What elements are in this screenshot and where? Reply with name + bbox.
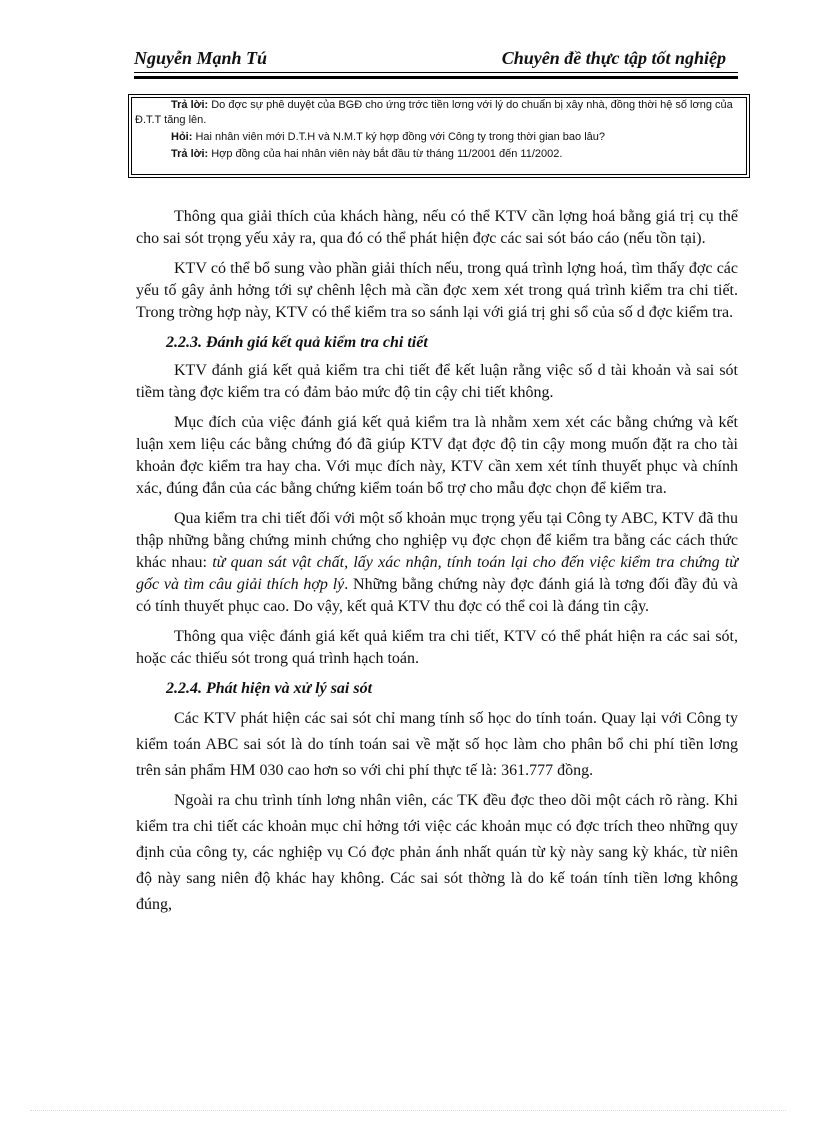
- header-author: Nguyễn Mạnh Tú: [134, 48, 268, 68]
- qa-answer-text: Do đợc sự phê duyệt của BGĐ cho ứng trớc tiền lơng với lý do chuẩn bị xây nhà, đồng thời hệ số lơng của Đ.T.T tăng lên.: [135, 99, 733, 126]
- paragraph: Các KTV phát hiện các sai sót chỉ mang tính số học do tính toán. Quay lại với Công ty kiểm toán ABC sai sót là do tính toán sai về mặt số học làm cho phân bổ chi phí tiền lơng trên sản phẩm HM 030 cao hơn so với chi phí thực tế là: 361.777 đồng.: [136, 710, 738, 779]
- document-body: [136, 206, 738, 922]
- paragraph-text: Qua kiểm tra chi tiết đối với một số khoản mục trọng yếu tại Công ty ABC, KTV đã thu thập những bằng chứng minh chứng cho nghiệp vụ đợc chọn để kiểm tra bằng các cách thức khác nhau:: [136, 510, 738, 571]
- qa-answer-label: Trả lời:: [171, 99, 209, 111]
- qa-question-text: Hai nhân viên mới D.T.H và N.M.T ký hợp đồng với Công ty trong thời gian bao lâu?: [192, 131, 606, 143]
- qa-answer-text: Hợp đồng của hai nhân viên này bắt đầu từ tháng 11/2001 đến 11/2002.: [208, 148, 563, 160]
- paragraph-text: . Những bằng chứng này đợc đánh giá là tơng đối đầy đủ và có tính thuyết phục cao. Do vậy, kết quả KTV thu đợc có thể coi là đáng tin cậy.: [136, 576, 739, 615]
- qa-answer-2: [135, 147, 743, 162]
- section-heading-2-2-4: 2.2.4. Phát hiện và xử lý sai sót: [166, 680, 373, 697]
- paragraph: [136, 508, 738, 618]
- header-rule-thick: [134, 76, 738, 79]
- header-rule: [134, 72, 738, 73]
- qa-question-2: [135, 130, 743, 145]
- paragraph: KTV đánh giá kết quả kiểm tra chi tiết để kết luận rằng việc số d tài khoản và sai sót tiềm tàng đợc kiểm tra có đảm bảo mức độ tin cậy chi tiết không.: [136, 362, 738, 401]
- paragraph: Thông qua việc đánh giá kết quả kiểm tra chi tiết, KTV có thể phát hiện ra các sai sót, hoặc các thiếu sót trong quá trình hạch toán.: [136, 628, 738, 667]
- footer-divider: [30, 1110, 786, 1111]
- qa-answer-1: [135, 98, 743, 128]
- qa-answer-label: Trả lời:: [171, 148, 209, 160]
- paragraph: Thông qua giải thích của khách hàng, nếu có thể KTV cần lợng hoá bằng giá trị cụ thể cho sai sót trọng yếu xảy ra, qua đó có thể phát hiện đợc các sai sót báo cáo (nếu tồn tại).: [136, 208, 738, 247]
- qa-box: [128, 94, 750, 178]
- section-heading-2-2-3: 2.2.3. Đánh giá kết quả kiểm tra chi tiết: [166, 334, 428, 351]
- paragraph: KTV có thể bổ sung vào phần giải thích nếu, trong quá trình lợng hoá, tìm thấy đợc các yếu tố gây ảnh hởng tới sự chênh lệch mà cần đợc xem xét trong quá trình kiểm tra chi tiết. Trong trờng hợp này, KTV có thể kiểm tra so sánh lại với giá trị ghi sổ của số d đợc kiểm tra.: [136, 260, 738, 321]
- paragraph-emphasis: từ quan sát vật chất, lấy xác nhận, tính toán lại cho đến việc kiểm tra chứng từ gốc và tìm câu giải thích hợp lý: [136, 554, 739, 593]
- qa-question-label: Hỏi:: [171, 131, 193, 143]
- page-header: [134, 44, 734, 72]
- paragraph: Mục đích của việc đánh giá kết quả kiểm tra là nhằm xem xét các bằng chứng và kết luận xem liệu các bằng chứng đó đã giúp KTV đạt đợc độ tin cậy mong muốn đặt ra cho tài khoản đợc kiểm tra hay cha. Với mục đích này, KTV cần xem xét tính thuyết phục và chính xác, đúng đắn của các bằng chứng kiểm toán bổ trợ cho mẫu đợc chọn để kiểm tra.: [136, 414, 738, 497]
- paragraph: Ngoài ra chu trình tính lơng nhân viên, các TK đều đợc theo dõi một cách rõ ràng. Khi kiểm tra chi tiết các khoản mục chỉ hởng tới việc các khoản mục có đợc trích theo những quy định của công ty, các nghiệp vụ Có đợc phản ánh nhất quán từ kỳ này sang kỳ khác, từ niên độ này sang niên độ khác hay không. Các sai sót thờng là do kế toán tính tiền lơng không đúng,: [136, 792, 738, 913]
- header-title: Chuyên đề thực tập tốt nghiệp: [501, 48, 726, 68]
